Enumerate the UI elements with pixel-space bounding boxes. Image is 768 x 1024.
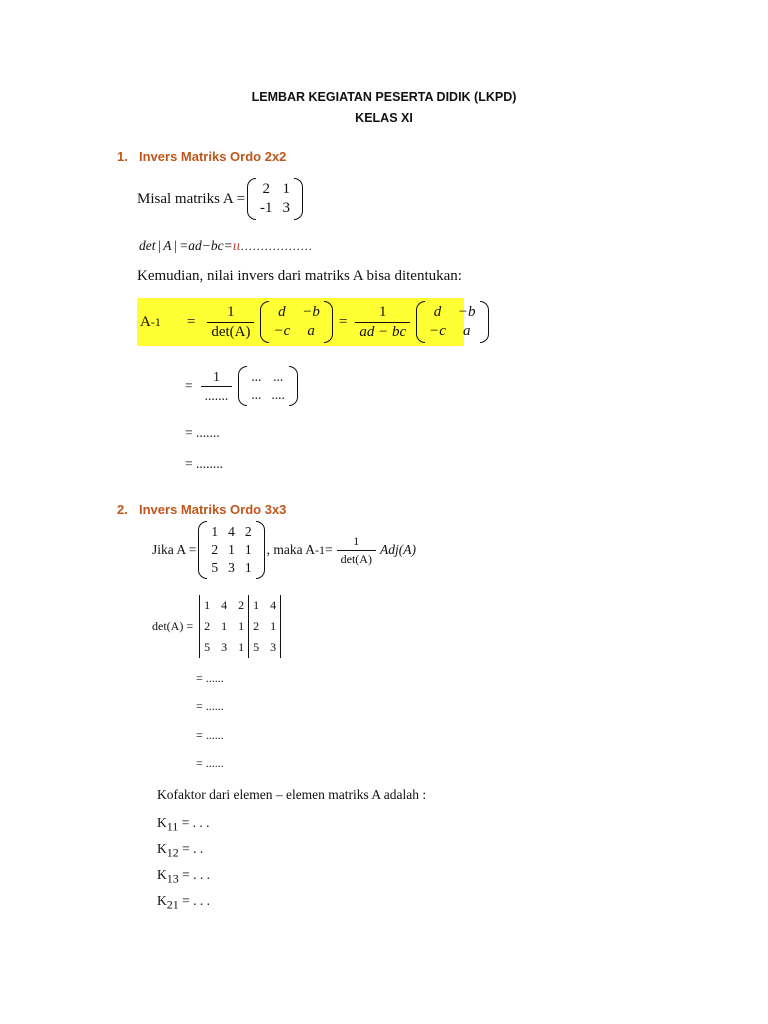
det-equation: =ad−bc= [179,238,233,253]
formula-fraction-det: $\frac{1}{\det(A)}$ [207,304,254,341]
formula-eq: = [186,313,196,330]
inverse-formula-highlight: A -1 = $\frac{1}{\det(A)}$ d −b −c a = $\frac{1}{ad - bc}$ d −b −c a [137,298,464,346]
inverse-3x3-fraction: $\frac{1}{\det(A)}$ [337,534,376,567]
inverse-step-3: = ........ [185,456,223,471]
adj-matrix-2x2-repeat: d −b −c a [416,301,488,343]
determinant-3x3: det(A) = 1 4 2 2 1 1 5 3 1 1 4 2 1 5 3 [152,595,283,658]
adjoint-label: Adj(A) [379,542,416,557]
det-answer: ιι [232,238,241,253]
det-prefix: det [139,238,156,253]
cofactor-k13: $K_{13}$ = . . . [157,867,210,886]
inverse-step-2: = ....... [185,425,220,440]
matrix-a-3x3: 1 4 2 2 1 1 5 3 1 [198,521,264,579]
step-1-matrix: ... ... ... .... [238,366,298,406]
matrix-a-3x3-definition: Jika A = 1 4 2 2 1 1 5 3 1 , maka A -1 = $\frac{1}{\det(A)}$ Adj(A) [152,521,416,579]
formula-fraction-adbc: $\frac{1}{ad - bc}$ [355,304,410,341]
cofactor-k12: $K_{12}$ = . . [157,841,204,860]
matrix-cell: 1 [282,181,291,197]
determinant-line: det | A | =ad−bc= ιι ……………… [139,238,313,253]
inverse-statement: Kemudian, nilai invers dari matriks A bisa ditentukan: [137,268,462,284]
section-2-heading [117,502,286,517]
intro-text: Misal matriks A = [137,190,246,207]
section-2-title: Invers Matriks Ordo 3x3 [139,502,287,517]
cofactor-k11: $K_{11}$ = . . . [157,815,210,834]
det-step-3: = ...... [196,728,224,742]
matrix-cell: 2 [262,181,271,197]
det-step-4: = ...... [196,756,224,770]
section-2-number: 2. [117,502,128,517]
inverse-step-1: = $\frac{1}{.......}$ ... ... ... .... [185,366,300,406]
page-subtitle: KELAS XI [355,111,413,125]
formula-lhs: A [140,313,151,330]
matrix-a-2x2-definition [137,178,305,220]
sarrus-determinant: 1 4 2 2 1 1 5 3 1 1 4 2 1 5 3 [199,595,281,658]
det-blank: ……………… [240,238,313,253]
cofactor-k21: $K_{21}$ = . . . [157,893,210,912]
section-1-title: Invers Matriks Ordo 2x2 [139,149,287,164]
matrix-a-2x2 [247,178,303,220]
section-1-number: 1. [117,149,128,164]
det-step-2: = ...... [196,699,224,713]
matrix-cell: 3 [282,200,291,216]
formula-lhs-sup: -1 [150,314,161,329]
det-step-1: = ...... [196,671,224,685]
matrix-cell: -1 [260,200,273,216]
cofactor-intro: Kofaktor dari elemen – elemen matriks A adalah : [157,787,427,802]
det-arg: A [163,238,172,253]
step-1-fraction: $\frac{1}{.......}$ [201,369,233,404]
section-1-heading [117,149,286,164]
adj-matrix-2x2: d −b −c a [260,301,332,343]
page-title: LEMBAR KEGIATAN PESERTA DIDIK (LKPD) [251,90,517,104]
